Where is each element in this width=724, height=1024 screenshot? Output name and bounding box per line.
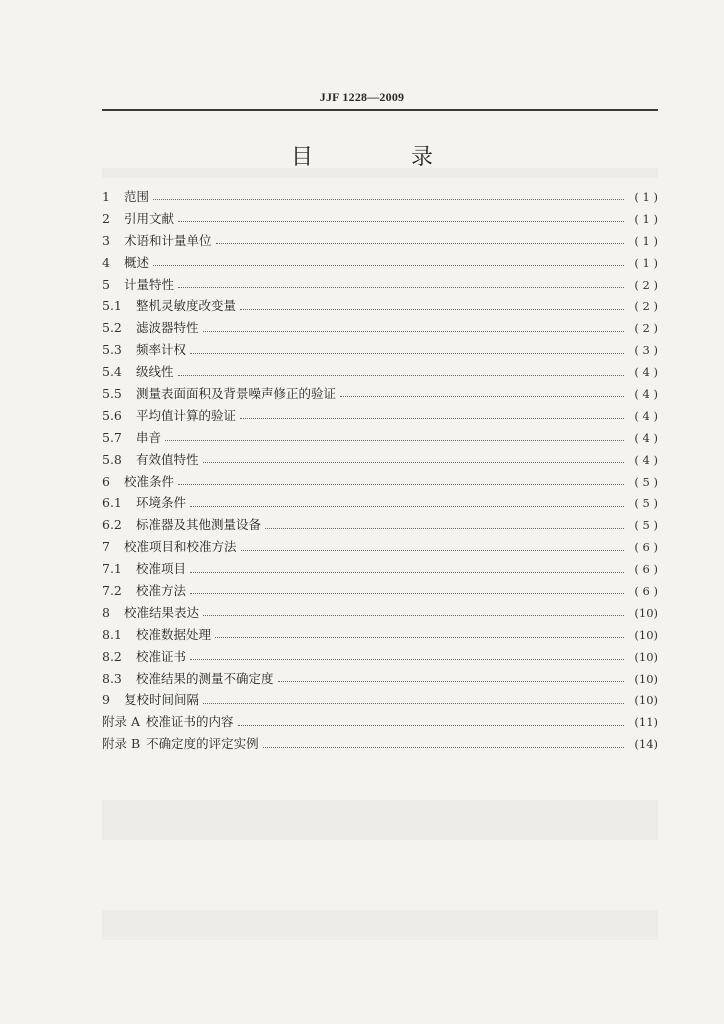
toc-entry-number: 5.8: [102, 451, 122, 467]
toc-entry: [102, 602, 658, 624]
toc-leader-dots: [153, 199, 624, 200]
toc-entry-number: 2: [102, 210, 110, 226]
toc-entry-title: 校准证书: [136, 648, 187, 664]
toc-leader-dots: [190, 572, 624, 573]
toc-entry-title: 术语和计量单位: [124, 232, 212, 248]
toc-entry-number: 1: [102, 189, 110, 204]
toc-entry: [102, 558, 658, 580]
toc-entry: [102, 339, 658, 361]
toc-leader-dots: [153, 265, 624, 266]
toc-entry-title: 校准项目和校准方法: [124, 539, 237, 555]
toc-entry-title: 环境条件: [136, 495, 187, 511]
toc-entry: [102, 295, 658, 317]
toc-entry: [102, 186, 658, 208]
toc-entry-number: 7.1: [102, 561, 122, 577]
toc-entry-number: 5.5: [102, 386, 122, 402]
toc-entry-page: ( 1 ): [634, 211, 658, 226]
toc-entry-title: 概述: [124, 254, 150, 270]
toc-leader-dots: [238, 725, 624, 726]
toc-entry-number: 6.1: [102, 495, 122, 511]
toc-entry-page: ( 5 ): [634, 496, 658, 511]
toc-entry-title: 滤波器特性: [136, 320, 199, 336]
standard-code: JJF 1228—2009: [319, 90, 405, 104]
bleed-through-mark: [102, 800, 658, 840]
toc-leader-dots: [190, 353, 624, 354]
toc-leader-dots: [240, 418, 624, 419]
toc-entry: [102, 580, 658, 602]
toc-entry-title: 校准条件: [124, 473, 175, 489]
toc-entry-page: ( 5 ): [634, 518, 658, 533]
toc-entry-title: 频率计权: [136, 342, 187, 358]
toc-entry-number: 8: [102, 604, 110, 620]
toc-entry-page: ( 2 ): [634, 299, 658, 314]
toc-leader-dots: [190, 506, 624, 507]
toc-entry: [102, 405, 658, 427]
toc-leader-dots: [190, 593, 624, 594]
toc-entry: [102, 274, 658, 296]
toc-leader-dots: [241, 550, 624, 551]
toc-leader-dots: [178, 484, 624, 485]
toc-entry-page: ( 4 ): [634, 408, 658, 423]
toc-entry: [102, 252, 658, 274]
toc-entry-number: 9: [102, 692, 110, 708]
toc-entry: [102, 514, 658, 536]
toc-leader-dots: [215, 637, 624, 638]
toc-entry-page: (10): [634, 605, 658, 620]
toc-entry-number: 5.4: [102, 364, 122, 380]
toc-entry-title: 测量表面面积及背景噪声修正的验证: [136, 386, 337, 402]
toc-entry-number: 3: [102, 232, 110, 248]
toc-leader-dots: [203, 462, 624, 463]
toc-entry: [102, 646, 658, 668]
toc-entry-title: 平均值计算的验证: [136, 407, 237, 423]
toc-leader-dots: [178, 375, 624, 376]
toc-entry-title: 计量特性: [124, 276, 175, 292]
header-rule: [102, 109, 658, 111]
toc-entry-number: 附录 B: [102, 736, 141, 752]
toc-entry-number: 6: [102, 473, 110, 489]
toc-entry-title: 校准数据处理: [136, 626, 212, 642]
toc-entry-number: 7.2: [102, 583, 122, 599]
toc-entry-number: 7: [102, 539, 110, 555]
toc-entry-title: 整机灵敏度改变量: [136, 298, 237, 314]
toc-entry-page: ( 2 ): [634, 321, 658, 336]
toc-entry-number: 4: [102, 254, 110, 270]
toc-entry-title: 级线性: [136, 364, 174, 380]
toc-entry-number: 5.7: [102, 429, 122, 445]
toc-entry-title: 校准项目: [136, 561, 187, 577]
toc-entry-page: ( 6 ): [634, 562, 658, 577]
toc-entry-number: 8.1: [102, 626, 122, 642]
toc-entry: [102, 536, 658, 558]
toc-leader-dots: [263, 747, 624, 748]
toc-entry-title: 校准结果表达: [124, 604, 200, 620]
toc-entry-page: (10): [634, 627, 658, 642]
toc-entry-page: ( 4 ): [634, 365, 658, 380]
toc-entry-title: 引用文献: [124, 210, 175, 226]
toc-entry-number: 6.2: [102, 517, 122, 533]
toc-entry-title: 不确定度的评定实例: [146, 736, 259, 752]
toc-entry-number: 5.1: [102, 298, 122, 314]
toc-entry-page: (14): [634, 737, 658, 752]
toc-entry: [102, 230, 658, 252]
toc-entry-title: 校准结果的测量不确定度: [136, 670, 274, 686]
toc-entry-number: 5.3: [102, 342, 122, 358]
toc-leader-dots: [340, 396, 624, 397]
toc-entry-page: (10): [634, 693, 658, 708]
toc-entry-page: (10): [634, 671, 658, 686]
toc-entry: [102, 733, 658, 755]
toc-leader-dots: [178, 287, 624, 288]
toc-entry-title: 范围: [124, 189, 150, 204]
toc-leader-dots: [178, 221, 624, 222]
toc-entry-page: ( 1 ): [634, 233, 658, 248]
toc-title: 目 录: [290, 145, 471, 170]
toc-entry: [102, 383, 658, 405]
toc-entry: [102, 208, 658, 230]
toc-entry: [102, 492, 658, 514]
toc-entry: [102, 427, 658, 449]
toc-entry-title: 校准方法: [136, 583, 187, 599]
toc-leader-dots: [190, 659, 624, 660]
toc-entry-page: ( 6 ): [634, 540, 658, 555]
toc-entry-page: ( 3 ): [634, 343, 658, 358]
toc-entry: [102, 624, 658, 646]
toc-leader-dots: [216, 243, 624, 244]
toc-entry-page: ( 4 ): [634, 452, 658, 467]
toc-leader-dots: [203, 331, 624, 332]
toc-entry-number: 8.3: [102, 670, 122, 686]
toc-entry-page: ( 4 ): [634, 387, 658, 402]
toc-entry-page: ( 2 ): [634, 277, 658, 292]
toc-leader-dots: [278, 681, 624, 682]
bleed-through-mark: [102, 168, 658, 178]
toc-entry-page: (10): [634, 649, 658, 664]
toc-entry-number: 8.2: [102, 648, 122, 664]
toc-entry: [102, 317, 658, 339]
bleed-through-mark: [102, 910, 658, 940]
toc-entry: [102, 471, 658, 493]
toc-entry-number: 5.2: [102, 320, 122, 336]
toc-entry-number: 5: [102, 276, 110, 292]
toc-entry-title: 校准证书的内容: [146, 714, 234, 730]
toc-leader-dots: [265, 528, 624, 529]
toc-entry-title: 标准器及其他测量设备: [136, 517, 262, 533]
toc-leader-dots: [240, 309, 624, 310]
toc-entry-page: ( 1 ): [634, 190, 658, 204]
toc-entry-title: 复校时间间隔: [124, 692, 200, 708]
toc-entry-page: ( 5 ): [634, 474, 658, 489]
toc-entry-number: 附录 A: [102, 714, 141, 730]
toc-entry: [102, 449, 658, 471]
toc-entry-page: ( 4 ): [634, 430, 658, 445]
toc-entry-number: 5.6: [102, 407, 122, 423]
toc-entry-page: (11): [634, 715, 658, 730]
toc-entry: [102, 668, 658, 690]
toc-leader-dots: [165, 440, 624, 441]
toc-entry-title: 串音: [136, 429, 162, 445]
toc-entry-page: ( 1 ): [634, 255, 658, 270]
table-of-contents: [102, 186, 658, 755]
toc-entry: [102, 361, 658, 383]
toc-entry-page: ( 6 ): [634, 584, 658, 599]
toc-entry: [102, 689, 658, 711]
toc-entry: [102, 711, 658, 733]
toc-leader-dots: [203, 703, 624, 704]
toc-entry-title: 有效值特性: [136, 451, 199, 467]
toc-leader-dots: [203, 615, 624, 616]
